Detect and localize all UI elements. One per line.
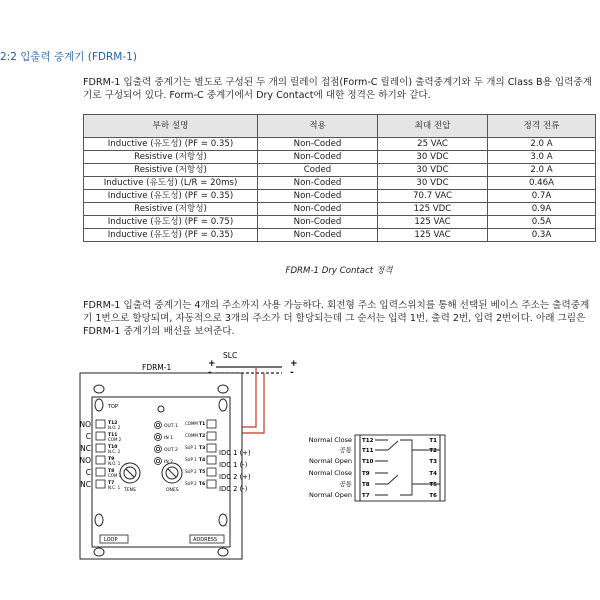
terminal-tag: N.C. 1 [108, 485, 121, 490]
column-header: 부하 설명 [84, 115, 258, 138]
side-label: NO [79, 420, 91, 429]
table-cell: 30 VDC [378, 164, 488, 177]
table-caption: FDRM-1 Dry Contact 정격 [285, 266, 393, 276]
contact-terminal: T3 [429, 459, 437, 465]
wiring-diagram [0, 345, 600, 565]
led-label: OUT 1 [164, 424, 178, 429]
table-cell: Non-Coded [258, 216, 378, 229]
ones-label: ONES [166, 488, 179, 493]
terminal-tag: COM 2 [108, 437, 122, 442]
intro-paragraph: FDRM-1 입출력 중계기는 별도로 구성된 두 개의 릴레이 접점(Form-C 릴레이) 출력중계기와 두 개의 Class B용 입력중계기로 구성되어 있다. Form-C 중계기에서 Dry Contact에 대한 정격은 하기와 같다. [83, 77, 592, 101]
table-cell: 0.5A [488, 216, 596, 229]
idc-label: IDC 1 (+) [219, 449, 251, 457]
column-header: 정격 전류 [488, 115, 596, 138]
slc-label: SLC [223, 351, 238, 360]
table-row [84, 203, 596, 216]
table-cell: Inductive (유도성) (PF = 0.35) [84, 190, 258, 203]
module-label: FDRM-1 [142, 363, 172, 372]
table-cell: Non-Coded [258, 177, 378, 190]
led-label: OUT 2 [164, 448, 178, 453]
slc-minus-right: - [290, 368, 294, 378]
table-cell: Inductive (유도성) (PF = 0.75) [84, 216, 258, 229]
table-cell: Resistive (저항성) [84, 151, 258, 164]
contact-terminal: T4 [429, 471, 437, 477]
contact-terminal: T9 [362, 471, 370, 477]
side-label: NO [79, 456, 91, 465]
contact-label: Normal Open [309, 491, 352, 499]
table-header-row [84, 115, 596, 138]
idc-label: IDC 1 (-) [219, 461, 248, 469]
terminal-id: T4 [199, 458, 206, 463]
terminal-tag: COM 1 [108, 473, 122, 478]
idc-label: IDC 2 (-) [219, 485, 248, 493]
table-cell: Inductive (유도성) (PF = 0.35) [84, 138, 258, 151]
terminal-tag: N.O. 2 [108, 425, 121, 430]
table-cell: 2.0 A [488, 138, 596, 151]
table-cell: 125 VAC [378, 229, 488, 242]
contact-terminal: T1 [429, 438, 437, 444]
contact-terminal: T7 [362, 493, 370, 499]
table-row [84, 177, 596, 190]
table-cell: Non-Coded [258, 138, 378, 151]
table-cell: 70.7 VAC [378, 190, 488, 203]
table-row [84, 138, 596, 151]
slc-plus-left: + [208, 359, 216, 369]
table-cell: 125 VDC [378, 203, 488, 216]
terminal-id: T3 [199, 446, 206, 451]
table-cell: 3.0 A [488, 151, 596, 164]
table-cell: 0.9A [488, 203, 596, 216]
terminal-id: T10 [108, 445, 118, 450]
side-label: C [85, 468, 91, 477]
contact-terminal: T8 [362, 482, 370, 488]
contact-terminal: T12 [362, 438, 374, 444]
contact-terminal: T10 [362, 459, 374, 465]
table-cell: Non-Coded [258, 203, 378, 216]
table-cell: Non-Coded [258, 229, 378, 242]
table-cell: 25 VAC [378, 138, 488, 151]
table-cell: 0.46A [488, 177, 596, 190]
terminal-tag: SUP 1 [185, 457, 197, 462]
column-header: 최대 전압 [378, 115, 488, 138]
table-cell: 30 VDC [378, 151, 488, 164]
table-cell: Coded [258, 164, 378, 177]
terminal-id: T2 [199, 434, 206, 439]
idc-label: IDC 2 (+) [219, 473, 251, 481]
side-label: C [85, 432, 91, 441]
table-cell: Resistive (저항성) [84, 203, 258, 216]
slc-plus-right: + [290, 359, 298, 369]
terminal-id: T12 [108, 421, 118, 426]
table-row [84, 216, 596, 229]
terminal-id: T11 [108, 433, 118, 438]
terminal-tag: N.C. 2 [108, 449, 121, 454]
table-cell: 125 VAC [378, 216, 488, 229]
contact-label: Normal Close [308, 436, 352, 444]
contact-terminal: T11 [362, 448, 374, 454]
contact-label: Normal Close [308, 469, 352, 477]
terminal-tag: COMM [185, 421, 198, 426]
terminal-id: T9 [108, 457, 115, 462]
table-cell: Non-Coded [258, 190, 378, 203]
table-cell: Resistive (저항성) [84, 164, 258, 177]
table-cell: 30 VDC [378, 177, 488, 190]
table-cell: 0.3A [488, 229, 596, 242]
terminal-id: T6 [199, 482, 206, 487]
side-label: NC [80, 480, 91, 489]
table-cell: Inductive (유도성) (PF = 0.35) [84, 229, 258, 242]
contact-terminal: T6 [429, 493, 437, 499]
terminal-tag: SUP 2 [185, 469, 197, 474]
address-label: ADDRESS [193, 537, 218, 543]
table-cell: 2.0 A [488, 164, 596, 177]
contact-schematic [309, 435, 445, 501]
loop-label: LOOP [104, 537, 118, 543]
section-heading: 2:2 입출력 중계기 (FDRM-1) [0, 51, 137, 63]
side-label: NC [80, 444, 91, 453]
terminal-tag: SUP 1 [185, 445, 197, 450]
terminal-id: T8 [108, 469, 115, 474]
terminal-tag: COMM [185, 433, 198, 438]
contact-terminal: T5 [429, 482, 437, 488]
terminal-id: T5 [199, 470, 206, 475]
table-row [84, 229, 596, 242]
terminal-tag: N.O. 1 [108, 461, 121, 466]
table-row [84, 164, 596, 177]
dry-contact-rating-table [83, 114, 596, 242]
tens-label: TENS [124, 488, 136, 493]
contact-label: Normal Open [309, 457, 352, 465]
contact-terminal: T2 [429, 448, 437, 454]
terminal-id: T1 [199, 422, 206, 427]
contact-label: 공통 [339, 446, 352, 454]
mounting-plate [80, 373, 242, 559]
led-label: IN 2 [164, 460, 173, 465]
table-cell: Non-Coded [258, 151, 378, 164]
column-header: 적용 [258, 115, 378, 138]
contact-label: 공통 [339, 480, 352, 488]
table-cell: 0.7A [488, 190, 596, 203]
table-row [84, 190, 596, 203]
terminal-id: T7 [108, 481, 115, 486]
led-label: IN 1 [164, 436, 173, 441]
description-paragraph: FDRM-1 입출력 중계기는 4개의 주소까지 사용 가능하다. 회전형 주소 입력스위치를 통해 선택된 베이스 주소는 출력중계기 1번으로 할당되며, 자동적으로 3개의 주소가 더 할당되는데 그 순서는 입력 1번, 출력 2번, 입력 2번이다. 아래 그림은 FDRM-1 중계기의 배선을 보여준다. [83, 300, 590, 337]
top-label: TOP [108, 404, 119, 410]
table-cell: Inductive (유도성) (L/R = 20ms) [84, 177, 258, 190]
table-row [84, 151, 596, 164]
terminal-tag: SUP 2 [185, 481, 197, 486]
